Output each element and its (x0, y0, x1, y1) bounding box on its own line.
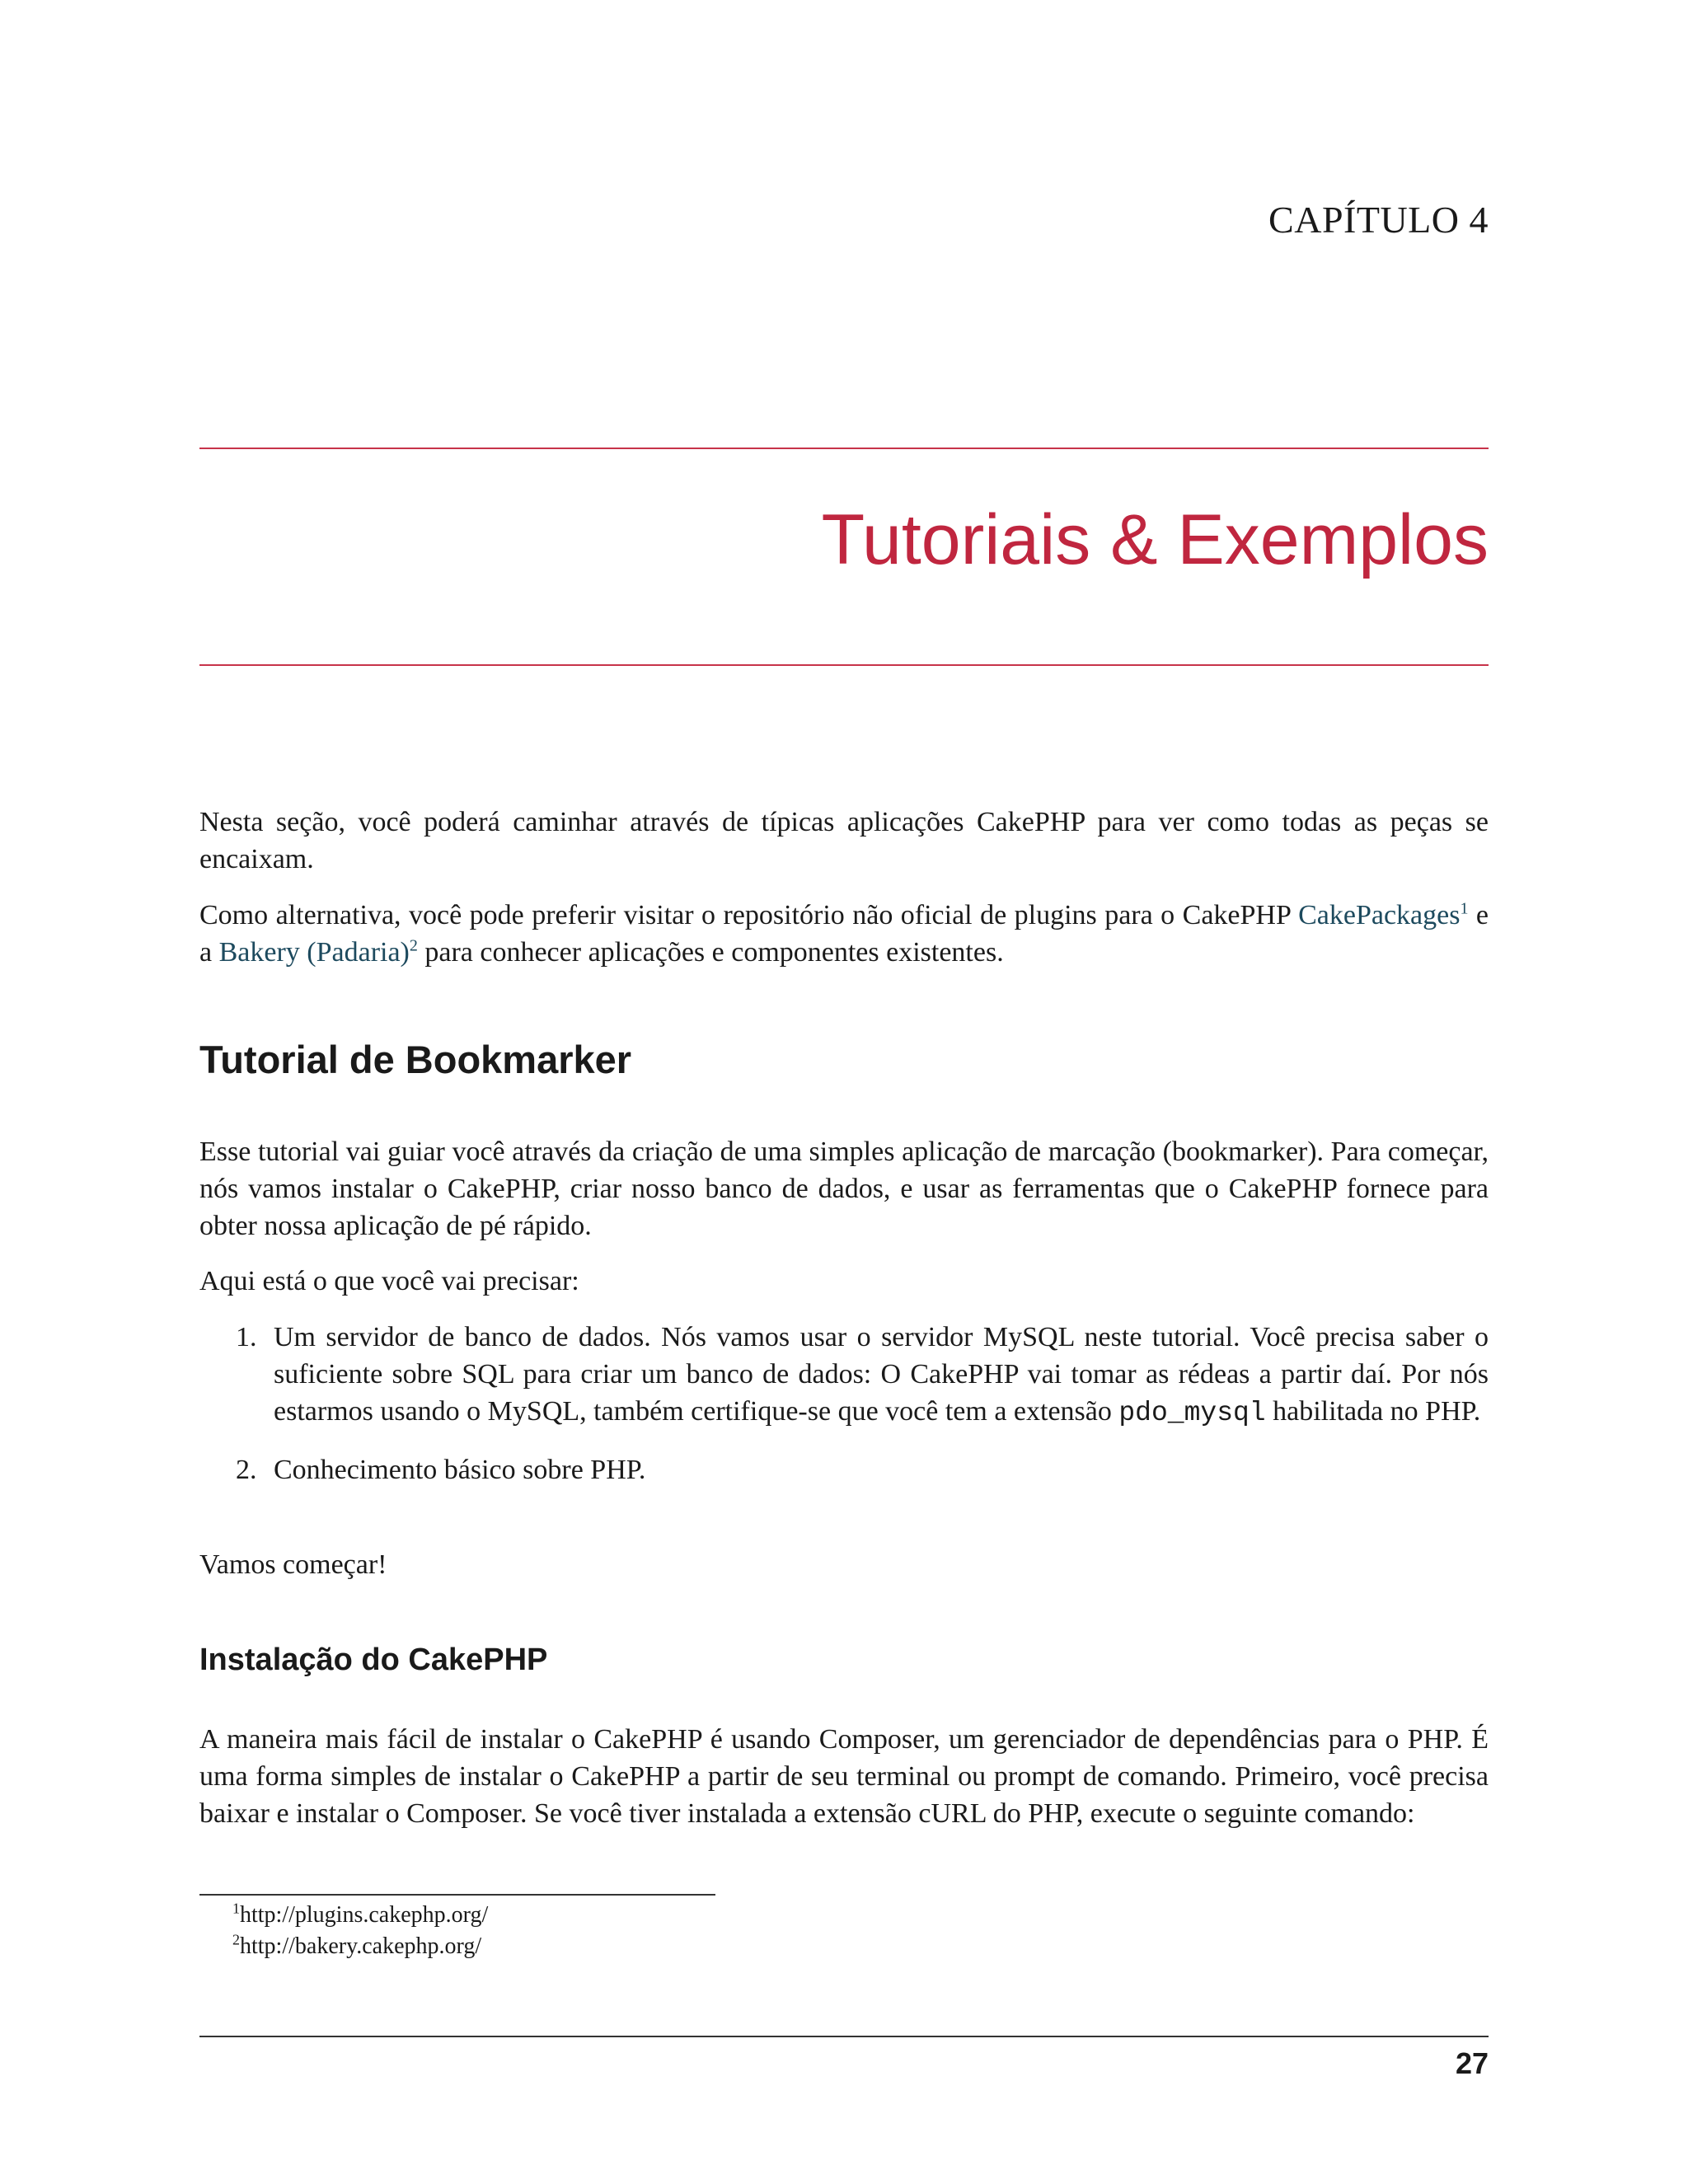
intro-p2-text-middle: e a (199, 900, 1489, 968)
footnote-2-url[interactable]: http://bakery.cakephp.org/ (240, 1933, 482, 1959)
subsection-heading: Instalação do CakePHP (199, 1643, 548, 1677)
page-number: 27 (1455, 2046, 1489, 2080)
bakery-link[interactable]: Bakery (Padaria) (218, 937, 410, 968)
cakepackages-link[interactable]: CakePackages (1298, 900, 1461, 930)
footnote-divider (199, 1894, 715, 1896)
list-item-text-after: habilitada no PHP. (1265, 1396, 1481, 1427)
list-item-number: 2. (236, 1455, 257, 1485)
intro-paragraph-1: Nesta seção, você poderá caminhar através de típicas aplicações CakePHP para ver como todas as peças se encaixam. (199, 807, 1489, 874)
footnote-1-number: 1 (232, 1900, 240, 1917)
footnote-ref-2[interactable]: 2 (409, 936, 418, 955)
list-item (199, 1319, 1489, 1432)
intro-p2-text-before: Como alternativa, você pode preferir visitar o repositório não oficial de plugins para o CakePHP (199, 900, 1299, 930)
title-bottom-rule (199, 664, 1489, 666)
footnote-1 (232, 1900, 488, 1931)
section-paragraph-1: Esse tutorial vai guiar você através da criação de uma simples aplicação de marcação (bookmarker). Para começar, nós vamos instalar o CakePHP, criar nosso banco de dados, e usar as ferramentas que o CakePHP fornece para obter nossa aplicação de pé rápido. (199, 1137, 1489, 1241)
requirements-list (199, 1319, 1489, 1508)
footnotes (232, 1900, 488, 1962)
section-heading: Tutorial de Bookmarker (199, 1038, 632, 1081)
list-item-text: Conhecimento básico sobre PHP. (274, 1455, 646, 1485)
footer-rule (199, 2036, 1489, 2037)
chapter-title: Tutoriais & Exemplos (821, 500, 1489, 579)
chapter-label: CAPÍTULO 4 (1268, 199, 1489, 241)
list-item-number: 1. (236, 1322, 257, 1352)
footnote-ref-1[interactable]: 1 (1460, 899, 1469, 918)
intro-p2-text-after: para conhecer aplicações e componentes existentes. (417, 937, 1004, 968)
inline-code: pdo_mysql (1118, 1398, 1266, 1428)
footnote-2 (232, 1931, 488, 1962)
list-item (199, 1451, 1489, 1488)
section-paragraph-2: Aqui está o que você vai precisar: (199, 1266, 579, 1296)
footnote-2-number: 2 (232, 1931, 240, 1948)
intro-paragraph-2 (199, 897, 1489, 971)
subsection-paragraph-1: A maneira mais fácil de instalar o CakePHP é usando Composer, um gerenciador de dependências para o PHP. É uma forma simples de instalar o CakePHP a partir de seu terminal ou prompt de comando. Primeiro, você precisa baixar e instalar o Composer. Se você tiver instalada a extensão cURL do PHP, execute o seguinte comando: (199, 1724, 1489, 1829)
title-top-rule (199, 448, 1489, 449)
list-item-text-before: Um servidor de banco de dados. Nós vamos usar o servidor MySQL neste tutorial. Você precisa saber o suficiente sobre SQL para criar um banco de dados: O CakePHP vai tomar as rédeas a partir daí. Por nós estarmos usando o MySQL, também certifique-se que você tem a extensão (274, 1322, 1489, 1427)
footnote-1-url[interactable]: http://plugins.cakephp.org/ (240, 1902, 489, 1928)
section-paragraph-3: Vamos começar! (199, 1549, 387, 1580)
